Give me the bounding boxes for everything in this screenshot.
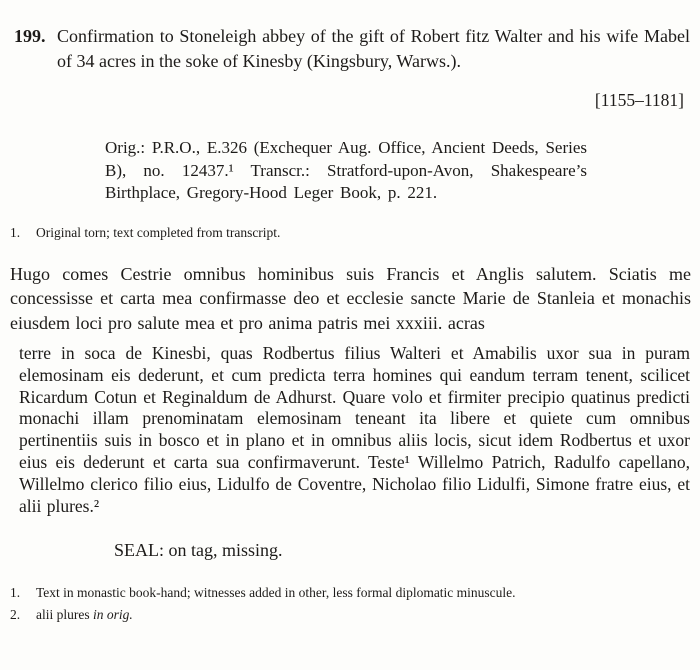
footnote-text-plain: Text in monastic book-hand; witnesses added in other, less formal diplomatic minuscule.	[36, 585, 516, 601]
source-footnote	[10, 224, 690, 241]
footnotes-section	[10, 584, 690, 623]
footnote-number: 1.	[10, 224, 21, 240]
footnote-text-plain: alii plures	[36, 607, 93, 623]
footnote-item	[10, 584, 690, 601]
footnote-text: Original torn; text completed from transcript.	[36, 224, 281, 240]
seal-note: SEAL: on tag, missing.	[114, 540, 283, 561]
footnote-item	[10, 606, 690, 623]
entry-title: Confirmation to Stoneleigh abbey of the gift of Robert fitz Walter and his wife Mabel of 34 acres in the soke of Kinesby (Kingsbury, Warws.).	[57, 26, 690, 71]
footnote-number: 1.	[10, 585, 21, 601]
entry-date-range: [1155–1181]	[594, 90, 684, 110]
entry-heading	[10, 24, 690, 74]
footnote-text	[36, 606, 690, 623]
charter-text-paragraph-2: terre in soca de Kinesbi, quas Rodbertus filius Walteri et Amabilis uxor sua in puram elemosinam eis dederunt, et cum predicta terra homines qui eandum terram tenent, scilicet Ricardum Cotun et Reginaldum de Adhurst. Quare volo et firmiter precipio quatinus predicti monachi illam prenominatam elemosinam teneant ita libere et quiete cum omnibus pertinentiis suis in bosco et in plano et in omnibus aliis locis, sicut idem Rodbertus et uxor eius eis dederunt et carta sua confirmaverunt. Teste¹ Willelmo Patrich, Radulfo capellano, Willelmo clerico filio eius, Lidulfo de Coventre, Nicholao filio Lidulfi, Simone fratre eius, et alii plures.²	[19, 343, 690, 516]
footnote-text	[36, 584, 690, 601]
source-note: Orig.: P.R.O., E.326 (Exchequer Aug. Office, Ancient Deeds, Series B), no. 12437.¹ Transcr.: Stratford-upon-Avon, Shakespeare’s Birthplace, Gregory-Hood Leger Book, p. 221.	[105, 138, 587, 202]
footnote-number: 2.	[10, 607, 21, 623]
charter-text-paragraph-1: Hugo comes Cestrie omnibus hominibus suis Francis et Anglis salutem. Sciatis me concessisse et carta mea confirmasse deo et ecclesie sancte Marie de Stanleia et monachis eiusdem loci pro salute mea et pro anima patris mei xxxiii. acras	[10, 263, 691, 333]
entry-number: 199.	[14, 26, 46, 46]
footnote-text-italic: in orig.	[93, 607, 133, 623]
